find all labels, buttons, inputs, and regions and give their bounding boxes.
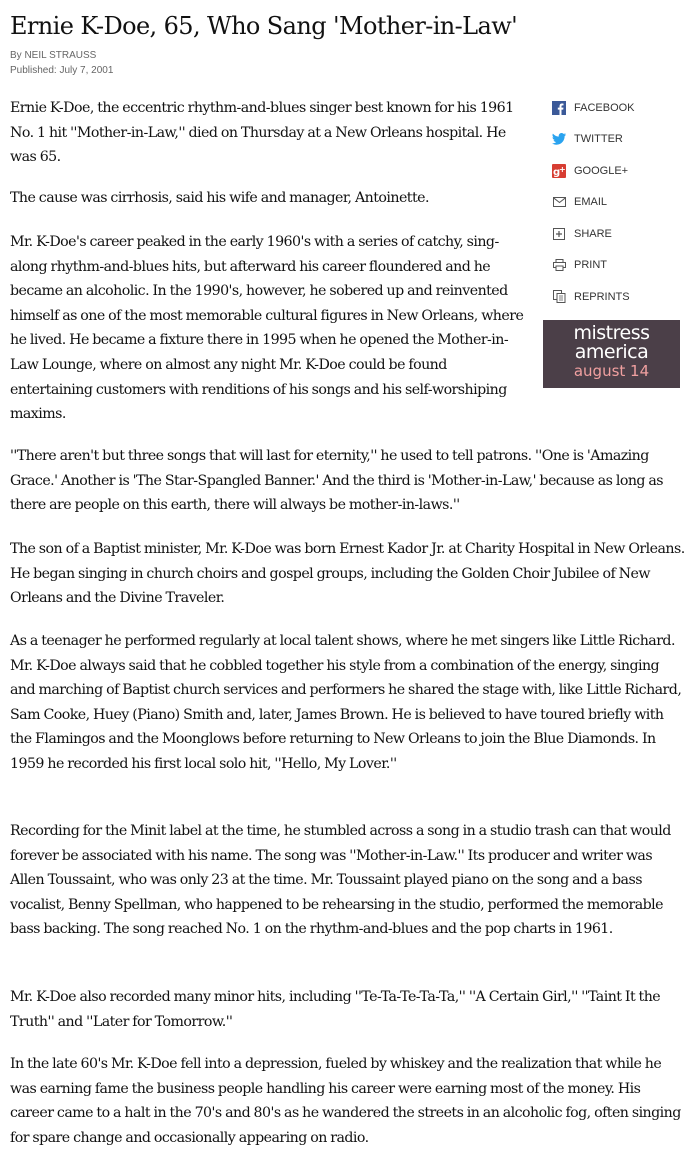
printer-icon <box>552 258 566 272</box>
ad-line-2: america <box>574 341 649 363</box>
published-date: Published: July 7, 2001 <box>10 65 114 76</box>
ad-line-3: august 14 <box>573 362 650 380</box>
article-paragraph: As a teenager he performed regularly at local talent shows, where he met singers like Little Richard. Mr. K-Doe always said that he cobbled together his style from a combination of the energy, singing and marching of Baptist church services and performers he shared the stage with, like Little Richard, Sam Cooke, Huey (Piano) Smith and, later, James Brown. He is believed to have toured briefly with the Flamingos and the Moonglows before returning to New Orleans to join the Blue Diamonds. In 1959 he recorded his first local solo hit, ''Hello, My Lover.'' <box>10 633 682 772</box>
reprints-label: REPRINTS <box>574 290 630 303</box>
article-paragraph: Ernie K-Doe, the eccentric rhythm-and-blues singer best known for his 1961 No. 1 hit ''Mother-in-Law,'' died on Thursday at a New Orleans hospital. He was 65. <box>10 100 514 166</box>
print-label: PRINT <box>574 259 607 272</box>
print-button[interactable] <box>552 250 684 282</box>
article-paragraph: Recording for the Minit label at the time, he stumbled across a song in a studio trash can that would forever be associated with his name. The song was ''Mother-in-Law.'' Its producer and writer was Allen Toussaint, who was only 23 at the time. Mr. Toussaint played piano on the song and a bass vocalist, Benny Spellman, who happened to be rehearsing in the studio, performed the memorable bass backing. The song reached No. 1 on the rhythm-and-blues and the pop charts in 1961. <box>10 823 671 938</box>
email-label: EMAIL <box>574 196 608 209</box>
article-paragraph: Mr. K-Doe also recorded many minor hits, including ''Te-Ta-Te-Ta-Ta,'' ''A Certain Girl,'' ''Taint It the Truth'' and ''Later for Tomorrow.'' <box>10 989 661 1030</box>
article-paragraph: In the late 60's Mr. K-Doe fell into a depression, fueled by whiskey and the realization that while he was earning fame the business people handling his career were earning most of the money. His career came to a halt in the 70's and 80's as he wandered the streets in an alcoholic fog, often singing for spare change and occasionally appearing on radio. <box>10 1056 681 1146</box>
article-paragraph: Mr. K-Doe's career peaked in the early 1960's with a series of catchy, sing-along rhythm-and-blues hits, but afterward his career floundered and he became an alcoholic. In the 1990's, however, he sobered up and reinvented himself as one of the most memorable cultural figures in New Orleans, where he lived. He became a fixture there in 1995 when he opened the Mother-in-Law Lounge, where on almost any night Mr. K-Doe could be found entertaining customers with renditions of his songs and his self-worshiping maxims. <box>10 234 524 423</box>
google-plus-label: GOOGLE+ <box>574 164 629 177</box>
envelope-icon <box>552 195 566 209</box>
svg-text:+: + <box>559 164 566 174</box>
advertisement-banner[interactable] <box>543 320 680 388</box>
byline: By NEIL STRAUSS <box>10 50 97 61</box>
share-button[interactable] <box>552 218 684 250</box>
plus-box-icon <box>552 227 566 241</box>
google-plus-icon <box>552 164 566 178</box>
svg-text:g: g <box>553 166 561 178</box>
facebook-icon <box>552 101 566 115</box>
article-paragraph: The son of a Baptist minister, Mr. K-Doe was born Ernest Kador Jr. at Charity Hospital in New Orleans. He began singing in church choirs and gospel groups, including the Golden Choir Jubilee of New Orleans and the Divine Traveler. <box>10 541 685 607</box>
reprints-button[interactable] <box>552 281 684 313</box>
twitter-share-button[interactable] <box>552 124 684 156</box>
ad-line-1: mistress <box>573 322 650 344</box>
twitter-icon <box>552 132 566 146</box>
facebook-label: FACEBOOK <box>574 101 635 114</box>
article-paragraph: ''There aren't but three songs that will last for eternity,'' he used to tell patrons. ''One is 'Amazing Grace.' Another is 'The Star-Spangled Banner.' And the third is 'Mother-in-Law,' because as long as there are people on this earth, there will always be mother-in-laws.'' <box>10 448 664 514</box>
google-plus-share-button[interactable] <box>552 155 684 187</box>
article-headline: Ernie K-Doe, 65, Who Sang 'Mother-in-Law' <box>10 12 518 40</box>
twitter-label: TWITTER <box>574 133 623 146</box>
copies-icon <box>552 290 566 304</box>
email-share-button[interactable] <box>552 187 684 219</box>
share-label: SHARE <box>574 227 612 240</box>
share-tools <box>552 92 684 313</box>
facebook-share-button[interactable] <box>552 92 684 124</box>
article-paragraph: The cause was cirrhosis, said his wife and manager, Antoinette. <box>10 190 429 206</box>
